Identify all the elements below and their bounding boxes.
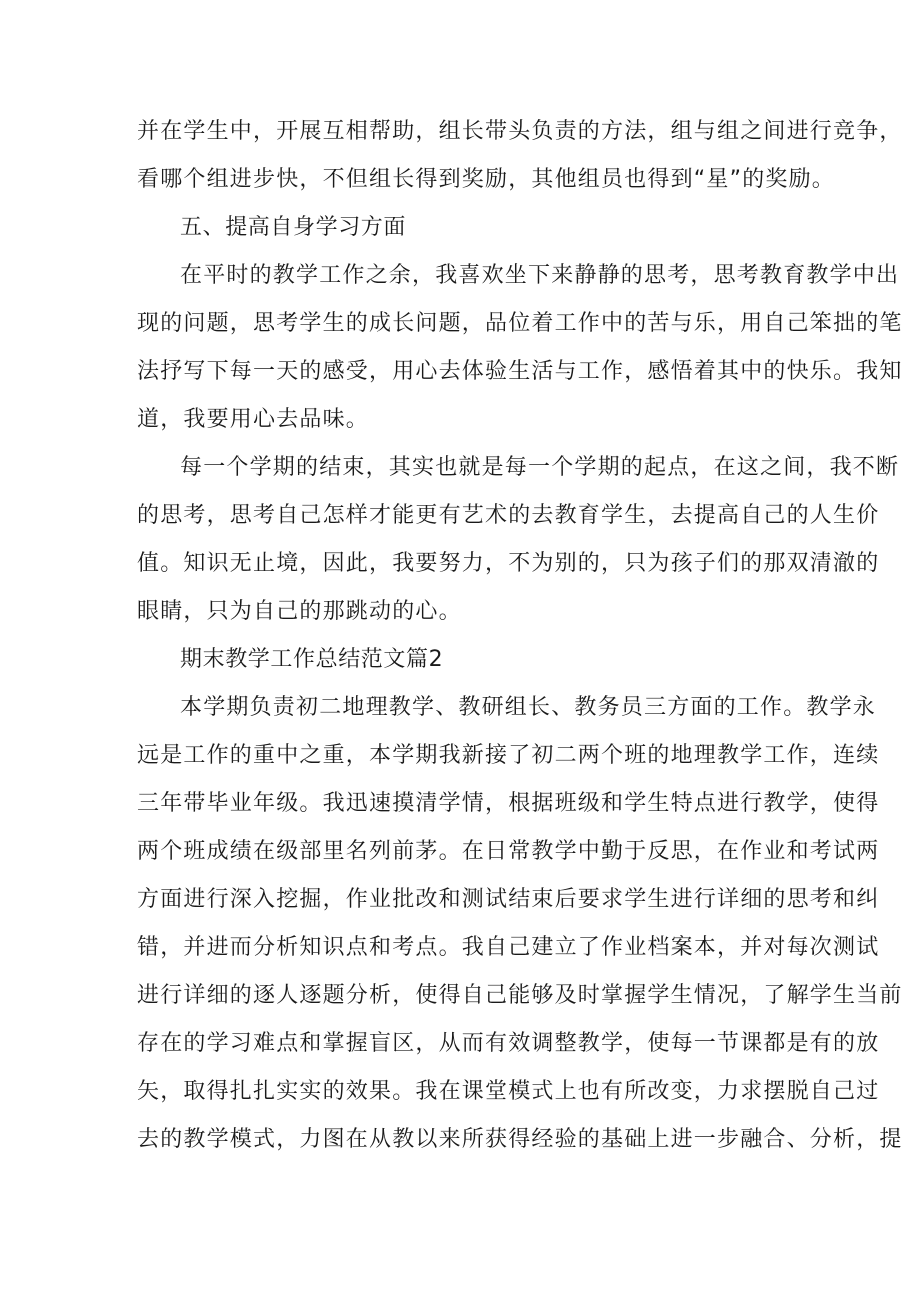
text-line: 三年带毕业年级。我迅速摸清学情，根据班级和学生特点进行教学，使得	[137, 791, 880, 816]
text-line: 本学期负责初二地理教学、教研组长、教务员三方面的工作。教学永	[180, 695, 877, 720]
text-line: 在平时的教学工作之余，我喜欢坐下来静静的思考，思考教育教学中出	[180, 263, 900, 288]
text-line: 法抒写下每一天的感受，用心去体验生活与工作，感悟着其中的快乐。我知	[137, 359, 903, 384]
text-line: 存在的学习难点和掌握盲区，从而有效调整教学，使每一节课都是有的放	[137, 1031, 880, 1056]
text-line: 错，并进而分析知识点和考点。我自己建立了作业档案本，并对每次测试	[137, 935, 880, 960]
text-line: 的思考，思考自己怎样才能更有艺术的去教育学生，去提高自己的人生价	[137, 503, 880, 528]
text-line: 进行详细的逐人逐题分析，使得自己能够及时掌握学生情况，了解学生当前	[137, 983, 903, 1008]
text-line: 远是工作的重中之重，本学期我新接了初二两个班的地理教学工作，连续	[137, 743, 880, 768]
text-line: 每一个学期的结束，其实也就是每一个学期的起点，在这之间，我不断	[180, 455, 900, 480]
text-line: 眼睛，只为自己的那跳动的心。	[137, 599, 462, 624]
text-line: 两个班成绩在级部里名列前茅。在日常教学中勤于反思，在作业和考试两	[137, 839, 880, 864]
text-line: 矢，取得扎扎实实的效果。我在课堂模式上也有所改变，力求摆脱自己过	[137, 1079, 880, 1104]
text-line: 道，我要用心去品味。	[137, 407, 370, 432]
text-line: 方面进行深入挖掘，作业批改和测试结束后要求学生进行详细的思考和纠	[137, 887, 880, 912]
text-line: 看哪个组进步快，不但组长得到奖励，其他组员也得到“星”的奖励。	[137, 167, 835, 192]
article-title: 期末教学工作总结范文篇2	[180, 647, 444, 672]
text-line: 现的问题，思考学生的成长问题，品位着工作中的苦与乐，用自己笨拙的笔	[137, 311, 903, 336]
section-heading: 五、提高自身学习方面	[180, 215, 407, 240]
text-line: 值。知识无止境，因此，我要努力，不为别的，只为孩子们的那双清澈的	[137, 551, 880, 576]
text-line: 并在学生中，开展互相帮助，组长带头负责的方法，组与组之间进行竞争，	[137, 119, 903, 144]
text-line: 去的教学模式，力图在从教以来所获得经验的基础上进一步融合、分析，提	[137, 1127, 903, 1152]
